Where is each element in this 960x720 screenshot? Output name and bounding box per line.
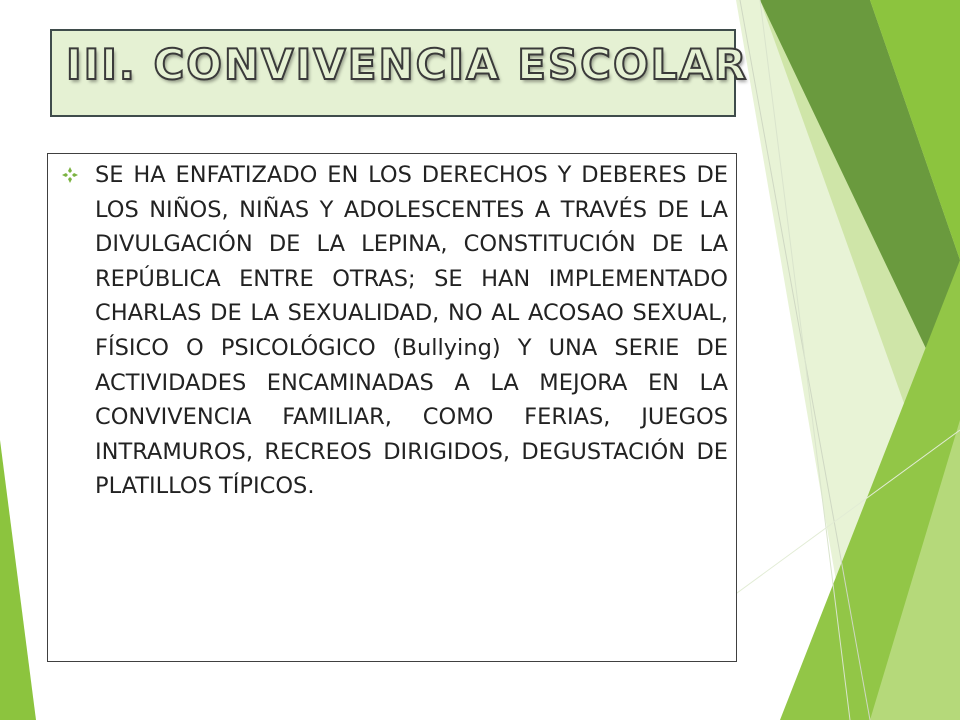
diamond-bullet-icon xyxy=(62,167,78,183)
content-box xyxy=(47,153,737,662)
left-green-triangle xyxy=(0,440,36,720)
body-paragraph: SE HA ENFATIZADO EN LOS DERECHOS Y DEBERES DE LOS NIÑOS, NIÑAS Y ADOLESCENTES A TRAVÉS DE LA DIVULGACIÓN DE LA LEPINA, CONSTITUCIÓN DE LA REPÚBLICA ENTRE OTRAS; SE HAN IMPLEMENTADO CHARLAS DE LA SEXUALIDAD, NO AL ACOSAO SEXUAL, FÍSICO O PSICOLÓGICO (Bullying) Y UNA SERIE DE ACTIVIDADES ENCAMINADAS A LA MEJORA EN LA CONVIVENCIA FAMILIAR, COMO FERIAS, JUEGOS INTRAMUROS, RECREOS DIRIGIDOS, DEGUSTACIÓN DE PLATILLOS TÍPICOS. xyxy=(95,162,728,500)
slide-title: III. CONVIVENCIA ESCOLAR xyxy=(66,40,749,89)
title-box xyxy=(50,29,749,117)
